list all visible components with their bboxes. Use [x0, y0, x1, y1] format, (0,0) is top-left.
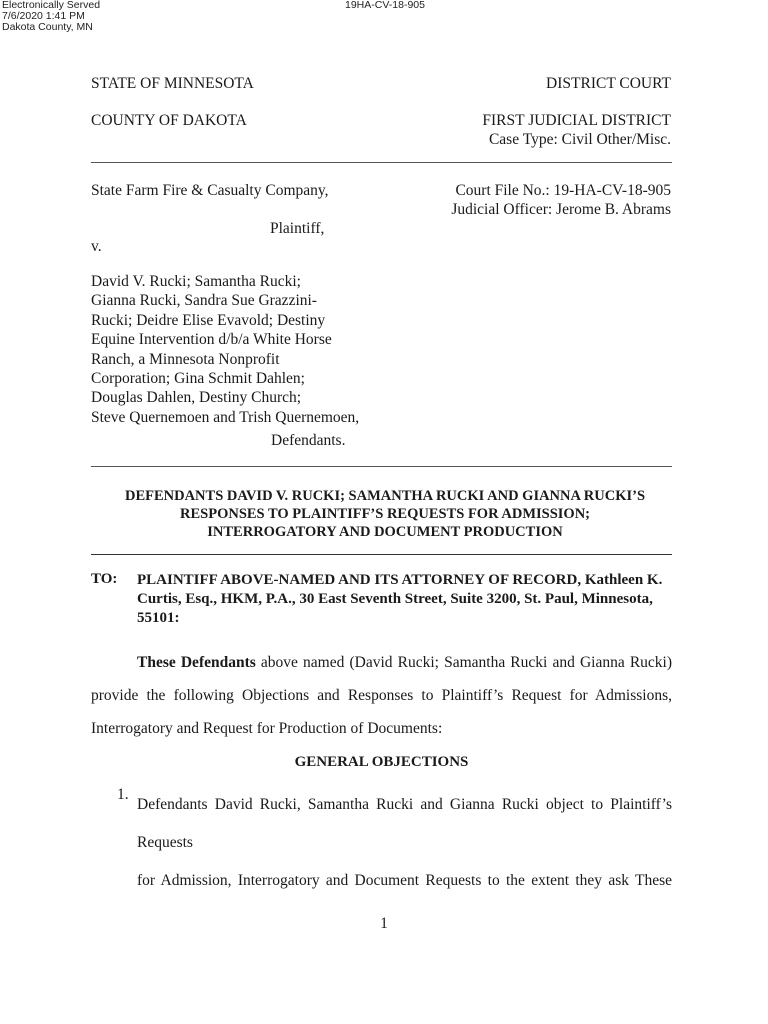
objection-line: for Admission, Interrogatory and Document Requests to the extent they ask These	[137, 872, 672, 889]
page-number: 1	[380, 915, 388, 932]
defendants-label: Defendants.	[271, 432, 346, 449]
intro-bold: These Defendants	[137, 654, 256, 671]
general-objections-heading: GENERAL OBJECTIONS	[294, 754, 469, 770]
judicial-officer: Judicial Officer: Jerome B. Abrams	[451, 201, 671, 218]
caption-district: FIRST JUDICIAL DISTRICT	[482, 112, 671, 129]
plaintiff-name: State Farm Fire & Casualty Company,	[91, 182, 329, 199]
defendants-list	[91, 272, 359, 427]
title-line: INTERROGATORY AND DOCUMENT PRODUCTION	[207, 524, 563, 540]
parties-divider	[91, 466, 672, 467]
objection-number: 1.	[117, 786, 129, 803]
defendant-line: Equine Intervention d/b/a White Horse	[91, 331, 332, 349]
plaintiff-label: Plaintiff,	[270, 220, 325, 237]
objection-line: Defendants David Rucki, Samantha Rucki and Gianna Rucki object to Plaintiff’s Requests	[137, 796, 672, 851]
court-file-number: Court File No.: 19-HA-CV-18-905	[455, 182, 671, 199]
title-line: DEFENDANTS DAVID V. RUCKI; SAMANTHA RUCKI AND GIANNA RUCKI’S	[124, 488, 646, 504]
defendant-line: Ranch, a Minnesota Nonprofit	[91, 350, 280, 368]
objection-text	[137, 786, 672, 900]
title-divider	[91, 554, 672, 555]
caption-state: STATE OF MINNESOTA	[91, 75, 254, 92]
stamp-county: Dakota County, MN	[2, 21, 93, 33]
stamp-datetime: 7/6/2020 1:41 PM	[2, 10, 85, 22]
document-title	[100, 487, 670, 541]
caption-case-type: Case Type: Civil Other/Misc.	[488, 131, 671, 148]
header-case-number: 19HA-CV-18-905	[345, 0, 425, 11]
to-addressee: PLAINTIFF ABOVE-NAMED AND ITS ATTORNEY OF RECORD, Kathleen K. Curtis, Esq., HKM, P.A., 30 East Seventh Street, Suite 3200, St. Paul, Minnesota, 55101:	[137, 572, 663, 626]
defendant-line: Steve Quernemoen and Trish Quernemoen,	[91, 408, 360, 426]
title-line: RESPONSES TO PLAINTIFF’S REQUESTS FOR ADMISSION;	[180, 506, 590, 522]
versus: v.	[91, 238, 102, 255]
defendant-line: Gianna Rucki, Sandra Sue Grazzini-	[91, 292, 317, 310]
caption-court: DISTRICT COURT	[546, 75, 671, 92]
defendant-line: Rucki; Deidre Elise Evavold; Destiny	[91, 311, 326, 329]
stamp-served: Electronically Served	[2, 0, 101, 11]
to-label: TO:	[91, 571, 118, 587]
caption-divider	[91, 162, 672, 163]
defendant-line: David V. Rucki; Samantha Rucki;	[91, 273, 301, 290]
intro-paragraph	[91, 646, 672, 745]
caption-county: COUNTY OF DAKOTA	[91, 112, 247, 129]
defendant-line: Douglas Dahlen, Destiny Church;	[91, 389, 302, 407]
intro-text: above named (David Rucki; Samantha Rucki and Gianna Rucki) provide the following Objections and Responses to Plaintiff’s Request for Admissions, Interrogatory and Request for Production of Documents:	[91, 654, 673, 737]
defendant-line: Corporation; Gina Schmit Dahlen;	[91, 370, 305, 388]
service-stamp	[2, 0, 100, 33]
